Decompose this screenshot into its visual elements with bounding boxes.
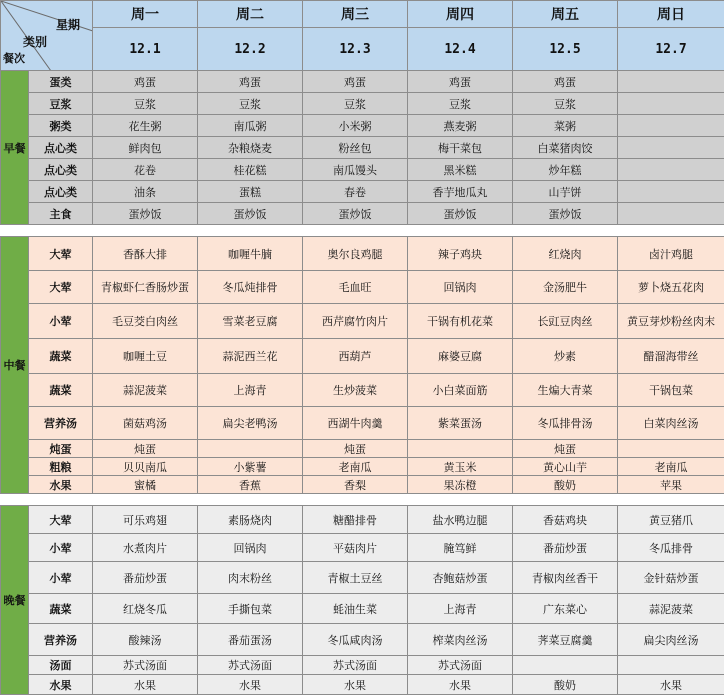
dish-cell: 鸡蛋 [408,71,513,93]
dish-cell: 蛋炒饭 [93,203,198,225]
category-cell: 小荤 [29,534,93,562]
dish-cell [618,181,724,203]
lunch-meal-label: 中餐 [1,237,29,494]
dish-cell [408,440,513,458]
dish-cell: 南瓜粥 [198,115,303,137]
dish-cell: 回锅肉 [408,271,513,304]
dish-cell: 水煮肉片 [93,534,198,562]
category-cell: 蛋类 [29,71,93,93]
dish-cell: 豆浆 [303,93,408,115]
breakfast-row [1,203,724,225]
dish-cell: 咖喱牛腩 [198,237,303,271]
dish-cell: 鲜肉包 [93,137,198,159]
dish-cell: 苹果 [618,476,724,494]
dish-cell: 香菇鸡块 [513,506,618,534]
dish-cell: 老南瓜 [303,458,408,476]
dish-cell: 蒜泥菠菜 [618,594,724,624]
dish-cell [618,137,724,159]
dish-cell: 老南瓜 [618,458,724,476]
date-header: 12.2 [198,28,303,71]
dish-cell: 苏式汤面 [303,656,408,675]
category-cell: 大荤 [29,237,93,271]
dish-cell [618,656,724,675]
header-corner [1,1,93,71]
dish-cell: 燕麦粥 [408,115,513,137]
dish-cell: 榨菜肉丝汤 [408,624,513,656]
dish-cell: 香酥大排 [93,237,198,271]
dish-cell: 肉末粉丝 [198,562,303,594]
dish-cell: 小米粥 [303,115,408,137]
category-cell: 大荤 [29,506,93,534]
dish-cell: 广东菜心 [513,594,618,624]
dish-cell: 番茄炒蛋 [93,562,198,594]
day-header: 周五 [513,1,618,28]
dish-cell: 红烧冬瓜 [93,594,198,624]
lunch-row [1,304,724,339]
dish-cell: 菜粥 [513,115,618,137]
dish-cell: 杏鲍菇炒蛋 [408,562,513,594]
dinner-row [1,534,724,562]
dish-cell: 蛋炒饭 [198,203,303,225]
dish-cell: 红烧肉 [513,237,618,271]
category-cell: 营养汤 [29,624,93,656]
dish-cell: 西葫芦 [303,339,408,374]
dish-cell: 生炒菠菜 [303,374,408,407]
header-day-row [1,1,724,28]
dish-cell: 卤汁鸡腿 [618,237,724,271]
dish-cell: 水果 [618,675,724,695]
dish-cell: 蚝油生菜 [303,594,408,624]
dish-cell: 上海青 [198,374,303,407]
dish-cell: 酸奶 [513,675,618,695]
dish-cell: 青椒土豆丝 [303,562,408,594]
breakfast-row [1,93,724,115]
category-cell: 点心类 [29,137,93,159]
day-header: 周二 [198,1,303,28]
dinner-row [1,656,724,675]
dish-cell: 平菇肉片 [303,534,408,562]
dish-cell: 奥尔良鸡腿 [303,237,408,271]
dish-cell: 鸡蛋 [513,71,618,93]
day-header: 周一 [93,1,198,28]
dish-cell: 扁尖老鸭汤 [198,407,303,440]
dish-cell: 果冻橙 [408,476,513,494]
dish-cell: 金针菇炒蛋 [618,562,724,594]
dish-cell: 咖喱土豆 [93,339,198,374]
dish-cell: 花生粥 [93,115,198,137]
dish-cell: 黄玉米 [408,458,513,476]
category-cell: 点心类 [29,159,93,181]
lunch-row [1,407,724,440]
category-cell: 粗粮 [29,458,93,476]
dish-cell: 西湖牛肉羹 [303,407,408,440]
dish-cell: 豆浆 [513,93,618,115]
dinner-row [1,624,724,656]
lunch-row [1,339,724,374]
dish-cell: 盐水鸭边腿 [408,506,513,534]
dinner-row [1,506,724,534]
dish-cell: 菌菇鸡汤 [93,407,198,440]
dish-cell: 粉丝包 [303,137,408,159]
dish-cell: 蒜泥菠菜 [93,374,198,407]
dish-cell: 水果 [303,675,408,695]
dish-cell: 豆浆 [93,93,198,115]
dish-cell [198,440,303,458]
dish-cell: 冬瓜排骨 [618,534,724,562]
category-cell: 小荤 [29,562,93,594]
dish-cell: 黑米糕 [408,159,513,181]
dish-cell: 炖蛋 [303,440,408,458]
dish-cell: 小白菜面筋 [408,374,513,407]
dish-cell: 水果 [198,675,303,695]
dish-cell: 糖醋排骨 [303,506,408,534]
dish-cell: 西芹腐竹肉片 [303,304,408,339]
category-cell: 蔬菜 [29,339,93,374]
dish-cell: 蜜橘 [93,476,198,494]
dish-cell: 贝贝南瓜 [93,458,198,476]
category-cell: 炖蛋 [29,440,93,458]
dish-cell: 雪菜老豆腐 [198,304,303,339]
dish-cell: 毛血旺 [303,271,408,304]
dish-cell: 干锅包菜 [618,374,724,407]
dish-cell: 冬瓜咸肉汤 [303,624,408,656]
date-header: 12.1 [93,28,198,71]
category-cell: 营养汤 [29,407,93,440]
dish-cell: 黄心山芋 [513,458,618,476]
category-cell: 点心类 [29,181,93,203]
dish-cell: 苏式汤面 [408,656,513,675]
dish-cell: 冬瓜排骨汤 [513,407,618,440]
dish-cell: 蛋炒饭 [513,203,618,225]
dish-cell: 炒年糕 [513,159,618,181]
dish-cell: 黄豆芽炒粉丝肉末 [618,304,724,339]
dish-cell: 生煸大青菜 [513,374,618,407]
dish-cell: 酸奶 [513,476,618,494]
dish-cell: 萝卜烧五花肉 [618,271,724,304]
dish-cell: 香芋地瓜丸 [408,181,513,203]
lunch-row [1,271,724,304]
category-cell: 粥类 [29,115,93,137]
dish-cell: 梅干菜包 [408,137,513,159]
dish-cell [618,159,724,181]
dish-cell: 香梨 [303,476,408,494]
dish-cell: 白菜肉丝汤 [618,407,724,440]
dish-cell: 上海青 [408,594,513,624]
dish-cell [513,656,618,675]
dish-cell: 干锅有机花菜 [408,304,513,339]
breakfast-row [1,181,724,203]
dinner-row [1,594,724,624]
date-header: 12.3 [303,28,408,71]
dish-cell: 香蕉 [198,476,303,494]
section-gap [1,225,724,237]
date-header: 12.4 [408,28,513,71]
section-gap [1,494,724,506]
dish-cell: 黄豆猪爪 [618,506,724,534]
dish-cell: 蛋炒饭 [303,203,408,225]
dish-cell: 鸡蛋 [198,71,303,93]
breakfast-row [1,115,724,137]
dish-cell: 炒素 [513,339,618,374]
dinner-meal-label: 晚餐 [1,506,29,695]
dish-cell: 蛋糕 [198,181,303,203]
dish-cell: 荠菜豆腐羹 [513,624,618,656]
dish-cell: 杂粮烧麦 [198,137,303,159]
dish-cell: 腌笃鲜 [408,534,513,562]
menu-body [1,1,724,695]
dish-cell: 冬瓜炖排骨 [198,271,303,304]
category-cell: 水果 [29,476,93,494]
dish-cell: 春卷 [303,181,408,203]
date-header: 12.7 [618,28,724,71]
lunch-row [1,374,724,407]
dish-cell: 金汤肥牛 [513,271,618,304]
dish-cell: 番茄蛋汤 [198,624,303,656]
header-date-row [1,28,724,71]
lunch-row [1,476,724,494]
day-header: 周日 [618,1,724,28]
dish-cell: 白菜猪肉饺 [513,137,618,159]
date-header: 12.5 [513,28,618,71]
breakfast-row [1,159,724,181]
breakfast-row [1,137,724,159]
category-cell: 蔬菜 [29,594,93,624]
dish-cell: 豆浆 [198,93,303,115]
dish-cell: 小紫薯 [198,458,303,476]
dish-cell: 毛豆茭白肉丝 [93,304,198,339]
dish-cell: 紫菜蛋汤 [408,407,513,440]
section-gap-cell [1,225,724,237]
dish-cell: 番茄炒蛋 [513,534,618,562]
dinner-row [1,675,724,695]
category-cell: 水果 [29,675,93,695]
lunch-row [1,237,724,271]
dish-cell: 水果 [93,675,198,695]
category-cell: 豆浆 [29,93,93,115]
section-gap-cell [1,494,724,506]
dish-cell: 扁尖肉丝汤 [618,624,724,656]
dish-cell: 油条 [93,181,198,203]
dish-cell: 蒜泥西兰花 [198,339,303,374]
dish-cell: 辣子鸡块 [408,237,513,271]
dish-cell: 可乐鸡翅 [93,506,198,534]
dish-cell: 炖蛋 [93,440,198,458]
dish-cell: 桂花糕 [198,159,303,181]
dinner-row [1,562,724,594]
dish-cell: 山芋饼 [513,181,618,203]
dish-cell: 花卷 [93,159,198,181]
day-header: 周四 [408,1,513,28]
breakfast-meal-label: 早餐 [1,71,29,225]
category-cell: 蔬菜 [29,374,93,407]
dish-cell: 醋溜海带丝 [618,339,724,374]
lunch-row [1,440,724,458]
dish-cell [618,115,724,137]
dish-cell: 长豇豆肉丝 [513,304,618,339]
dish-cell: 鸡蛋 [303,71,408,93]
dish-cell [618,203,724,225]
dish-cell: 青椒肉丝香干 [513,562,618,594]
dish-cell: 炖蛋 [513,440,618,458]
dish-cell: 水果 [408,675,513,695]
corner-category-label: 类别 [23,33,47,50]
breakfast-row [1,71,724,93]
category-cell: 小荤 [29,304,93,339]
dish-cell: 回锅肉 [198,534,303,562]
dish-cell [618,93,724,115]
category-cell: 汤面 [29,656,93,675]
dish-cell: 鸡蛋 [93,71,198,93]
dish-cell: 素肠烧肉 [198,506,303,534]
dish-cell: 苏式汤面 [198,656,303,675]
dish-cell: 麻婆豆腐 [408,339,513,374]
dish-cell [618,440,724,458]
dish-cell: 南瓜馒头 [303,159,408,181]
day-header: 周三 [303,1,408,28]
dish-cell: 蛋炒饭 [408,203,513,225]
corner-week-label: 星期 [56,16,80,33]
dish-cell: 苏式汤面 [93,656,198,675]
dish-cell: 手撕包菜 [198,594,303,624]
lunch-row [1,458,724,476]
corner-meal-label: 餐次 [3,50,25,66]
dish-cell: 酸辣汤 [93,624,198,656]
dish-cell: 青椒虾仁香肠炒蛋 [93,271,198,304]
dish-cell: 豆浆 [408,93,513,115]
category-cell: 大荤 [29,271,93,304]
dish-cell [618,71,724,93]
category-cell: 主食 [29,203,93,225]
